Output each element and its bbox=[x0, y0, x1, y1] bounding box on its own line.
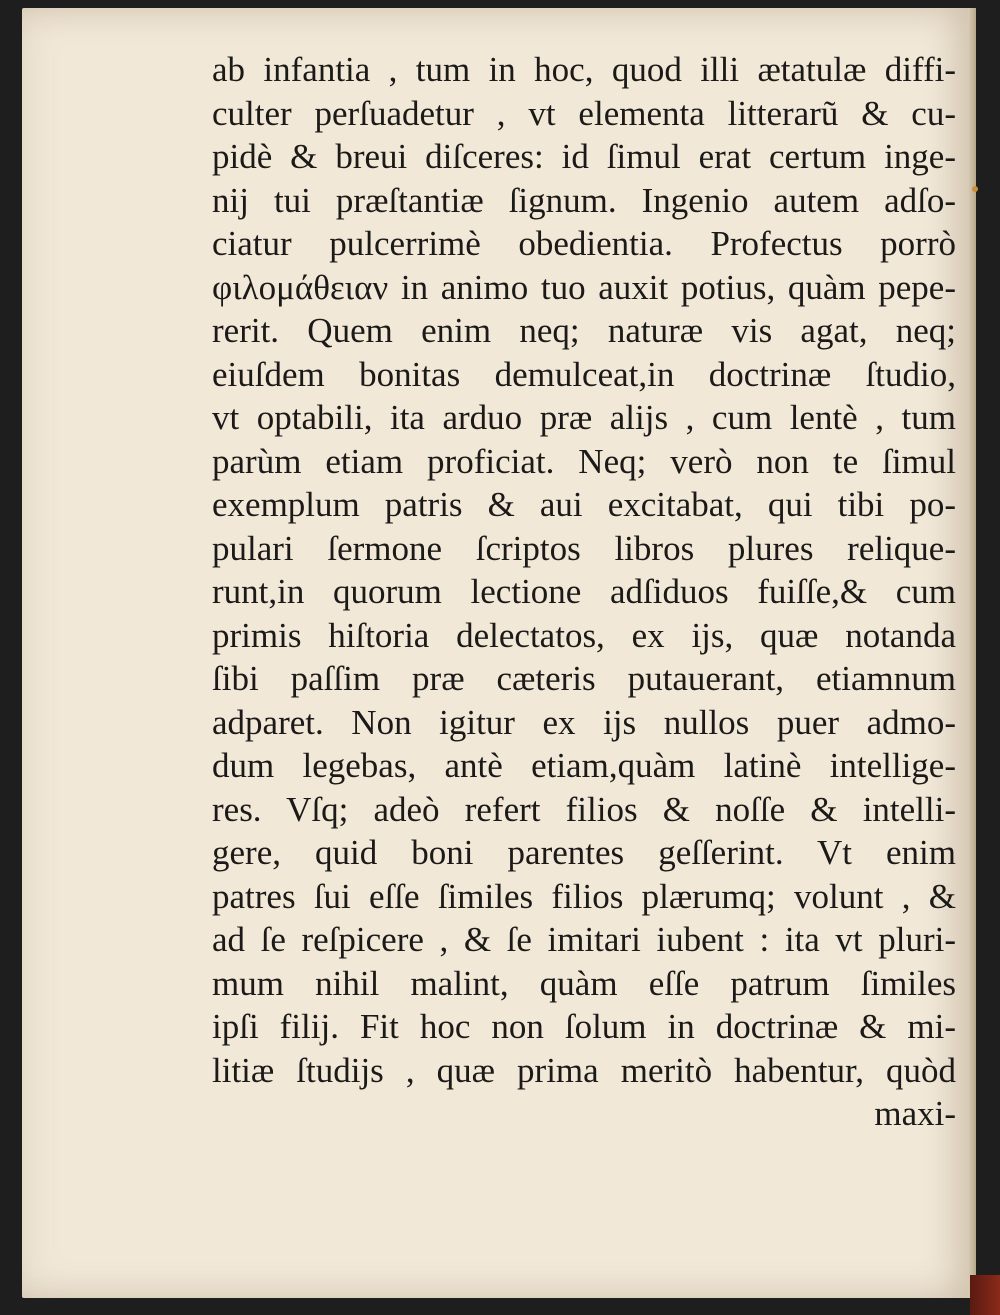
text-line: runt,in quorum lectione adſiduos fuiſſe,& cum bbox=[212, 572, 956, 611]
text-line: adparet. Non igitur ex ijs nullos puer admo- bbox=[212, 702, 956, 742]
text-line: nij tui præſtantiæ ſignum. Ingenio autem adſo- bbox=[212, 180, 956, 220]
text-line: ipſi filij. Fit hoc non ſolum in doctrinæ & mi- bbox=[212, 1007, 956, 1046]
text-line: ciatur pulcerrimè obedientia. Profectus porrò bbox=[212, 224, 956, 263]
text-line: pidè & breui diſceres: id ſimul erat certum inge- bbox=[212, 137, 956, 176]
text-line: parùm etiam proficiat. Neq; verò non te ſimul bbox=[212, 441, 956, 481]
text-line: pulari ſermone ſcriptos libros plures relique- bbox=[212, 528, 956, 568]
text-line: exemplum patris & aui excitabat, qui tibi po- bbox=[212, 485, 956, 524]
text-line: ſibi paſſim præ cæteris putauerant, etiamnum bbox=[212, 659, 956, 698]
page-edge bbox=[968, 8, 976, 1298]
text-line: dum legebas, antè etiam,quàm latinè intellige- bbox=[212, 746, 956, 785]
text-line: patres ſui eſſe ſimiles filios plærumq; volunt , & bbox=[212, 876, 956, 916]
text-line: ab infantia , tum in hoc, quod illi ætatulæ diffi- bbox=[212, 50, 956, 89]
book-page bbox=[22, 8, 970, 1298]
text-line: rerit. Quem enim neq; naturæ vis agat, neq; bbox=[212, 311, 956, 350]
catchword: maxi- bbox=[874, 1094, 956, 1133]
text-line: primis hiſtoria delectatos, ex ijs, quæ notanda bbox=[212, 615, 956, 655]
text-line: eiuſdem bonitas demulceat,in doctrinæ ſtudio, bbox=[212, 354, 956, 394]
text-line: ad ſe reſpicere , & ſe imitari iubent : ita vt pluri- bbox=[212, 920, 956, 959]
text-line: φιλομάθειαν in animo tuo auxit potius, quàm pepe- bbox=[212, 267, 956, 307]
paper-speck bbox=[972, 186, 978, 192]
text-line: gere, quid boni parentes geſſerint. Vt enim bbox=[212, 833, 956, 872]
text-line: mum nihil malint, quàm eſſe patrum ſimiles bbox=[212, 963, 956, 1003]
binding-edge bbox=[970, 1275, 1000, 1315]
text-line: res. Vſq; adeò refert filios & noſſe & intelli- bbox=[212, 789, 956, 829]
text-line: culter perſuadetur , vt elementa litterarũ & cu- bbox=[212, 93, 956, 133]
text-line: litiæ ſtudijs , quæ prima meritò habentur, quòd bbox=[212, 1050, 956, 1090]
body-text bbox=[212, 48, 956, 1136]
text-line: vt optabili, ita arduo præ alijs , cum lentè , tum bbox=[212, 398, 956, 437]
